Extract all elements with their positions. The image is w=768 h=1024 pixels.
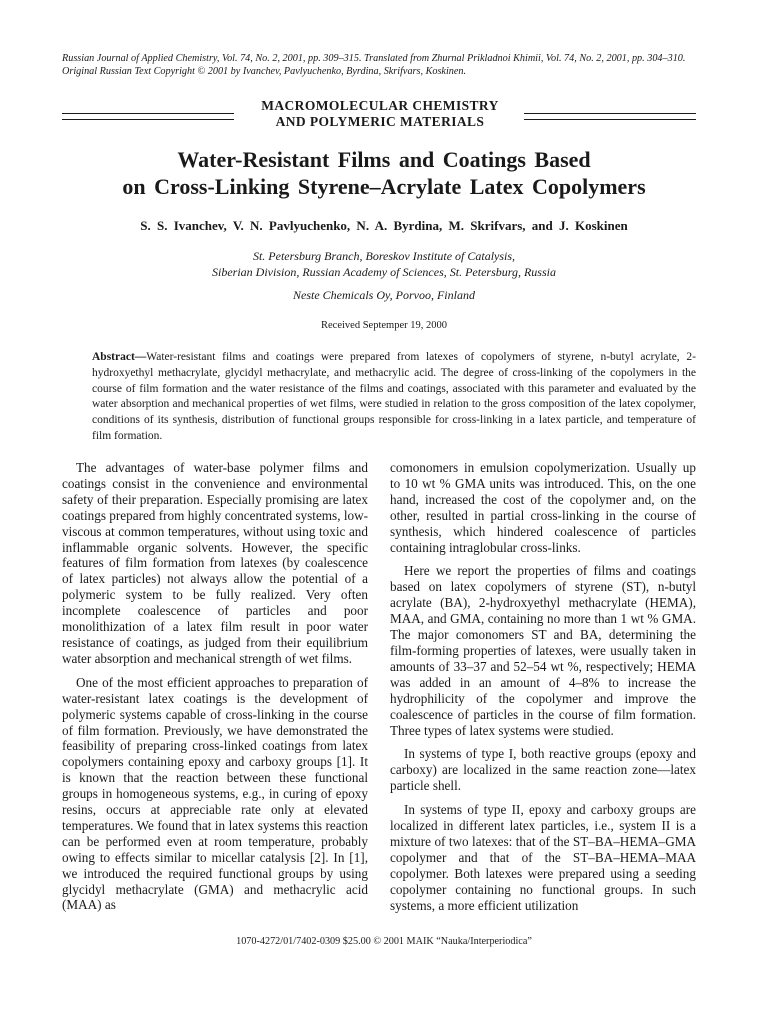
- paragraph: One of the most efficient approaches to preparation of water-resistant latex coatings is the development of polymeric systems capable of cross-linking in the course of film formation. Previously, we have demonstrated the feasibility of preparing cross-linked coatings from latex copolymers containing epoxy and carboxy groups [1]. It is known that the reaction between these functional groups in homogeneous systems, e.g., in curing of epoxy resins, occurs at appreciable rate only at elevated temperatures. We found that in latex systems this reaction can be performed even at room temperature, probably owing to effects similar to micellar catalysis [2]. In [1], we introduced the required functional groups by using glycidyl methacrylate (GMA) and methacrylic acid (MAA) as: [62, 674, 368, 913]
- abstract-text: Water-resistant films and coatings were prepared from latexes of copolymers of styrene, n-butyl acrylate, 2-hydroxyethyl methacrylate, glycidyl methacrylate, and methacrylic acid. The degree of cross-linking of the copolymers in the course of film formation and the water resistance of the films and coatings, associated with this parameter and evaluated by the water absorption and mechanical properties of wet films, were studied in relation to the gross composition of the latex copolymer, conditions of its synthesis, distribution of functional groups responsible for cross-linking in a latex particle, and temperature of film formation.: [92, 351, 696, 442]
- journal-citation: Russian Journal of Applied Chemistry, Vol. 74, No. 2, 2001, pp. 309–315. Translated from Zhurnal Prikladnoi Khimii, Vol. 74, No. 2, 2001, pp. 304–310.: [62, 53, 686, 64]
- body-column-left: [62, 460, 368, 921]
- copyright-line: Original Russian Text Copyright © 2001 by Ivanchev, Pavlyuchenko, Byrdina, Skrifvars, Koskinen.: [62, 66, 467, 78]
- page-footer: 1070-4272/01/7402-0309 $25.00 © 2001 MAIK “Nauka/Interperiodica”: [236, 936, 532, 947]
- affiliation-1-line2: Siberian Division, Russian Academy of Sciences, St. Petersburg, Russia: [212, 265, 556, 279]
- citation-block: [62, 52, 702, 78]
- section-heading: [240, 98, 520, 130]
- title-line1: Water-Resistant Films and Coatings Based: [177, 147, 591, 172]
- paragraph-continued: comonomers in emulsion copolymerization. Usually up to 10 wt % GMA units was introduced. This, on the one hand, increased the cost of the copolymer and, on the other, resulted in partial cross-linking in the course of synthesis, which hindered coalescence of particles containing intraglobular cross-links.: [390, 460, 696, 555]
- section-rule-left: [62, 113, 234, 120]
- section-rule-right: [524, 113, 696, 120]
- paragraph: In systems of type II, epoxy and carboxy groups are localized in different latex particles, i.e., system II is a mixture of two latexes: that of the ST–BA–HEMA–GMA copolymer and that of the ST–BA–HEMA–MAA copolymer. Both latexes were prepared using a seeding copolymer containing no functional groups. In such systems, a more efficient utilization: [390, 802, 696, 913]
- abstract-label: Abstract—: [92, 351, 147, 363]
- affiliation-1: [62, 248, 706, 280]
- paragraph: In systems of type I, both reactive groups (epoxy and carboxy) are localized in the same reaction zone—latex particle shell.: [390, 746, 696, 794]
- paragraph: Here we report the properties of films and coatings based on latex copolymers of styrene (ST), n-butyl acrylate (BA), 2-hydroxyethyl methacrylate (HEMA), MAA, and GMA, containing no more than 1 wt % GMA. The major comonomers ST and BA, determining the film-forming properties of latexes, were usually taken in amounts of 33–37 and 52–54 wt %, respectively; HEMA was added in an amount of 4–8% to increase the hydrophilicity of the copolymer and improve the coalescence of particles in the course of film formation. Three types of latex systems were studied.: [390, 563, 696, 738]
- author-list: S. S. Ivanchev, V. N. Pavlyuchenko, N. A. Byrdina, M. Skrifvars, and J. Koskinen: [140, 218, 628, 233]
- title-line2: on Cross-Linking Styrene–Acrylate Latex Copolymers: [122, 174, 646, 199]
- paragraph: The advantages of water-base polymer films and coatings consist in the convenience and environmental safety of their preparation. Especially promising are latex coatings prepared from highly concentrated systems, low-viscous at common temperatures, without using toxic and inflammable organic solvents. However, the specific features of film formation from latexes (by coalescence of latex particles) not always allow the potential of a polymeric system to be fully realized. Very often incomplete coalescence of particles and poor monolithization of a latex film result in poor water resistance of coatings, as judged from their equilibrium water absorption and mechanical strength of wet films.: [62, 460, 368, 666]
- article-title: [62, 146, 706, 200]
- affiliation-2: Neste Chemicals Oy, Porvoo, Finland: [293, 288, 475, 302]
- abstract: [92, 350, 696, 445]
- section-heading-line1: MACROMOLECULAR CHEMISTRY: [261, 98, 499, 113]
- section-heading-line2: AND POLYMERIC MATERIALS: [275, 114, 485, 129]
- received-date: Received Septemper 19, 2000: [321, 320, 447, 331]
- body-column-right: [390, 460, 696, 921]
- affiliation-1-line1: St. Petersburg Branch, Boreskov Institute of Catalysis,: [252, 249, 516, 263]
